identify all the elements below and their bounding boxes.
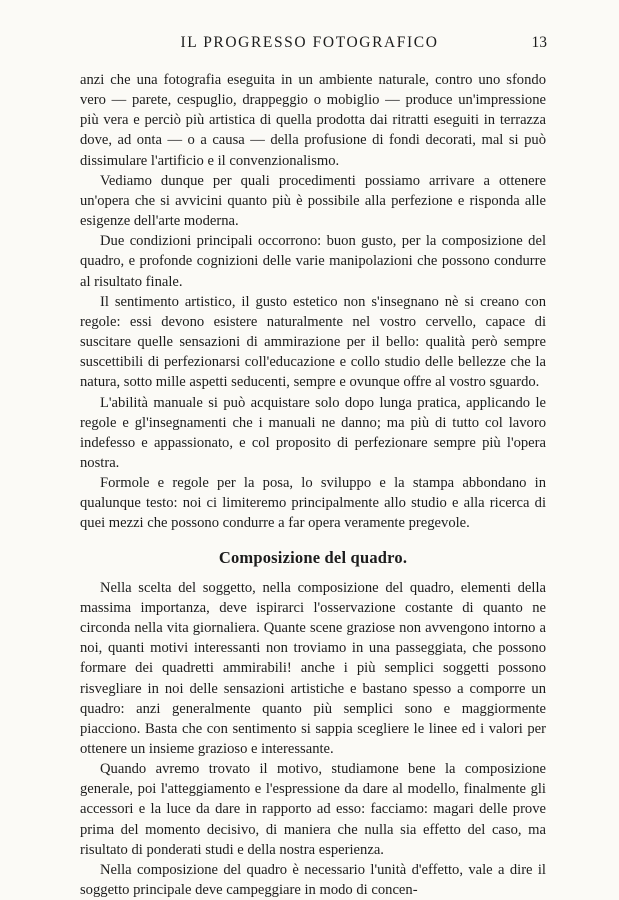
paragraph-continued: anzi che una fotografia eseguita in un ambiente naturale, contro uno sfondo vero — parete, cespuglio, drappeggio o mobiglio — produce un'impressione più vera e perciò più artistica di quella prodotta dai ritratti eseguiti in terrazza dove, ad onta — o a causa — della profusione di fondi decorati, mal si può dissimulare l'artificio e il convenzionalismo. [80, 72, 546, 169]
paragraph: Due condizioni principali occorrono: buon gusto, per la composizione del quadro, e profonde cognizioni delle varie manipolazioni che possono condurre al risultato finale. [80, 233, 546, 290]
paragraph: Formole e regole per la posa, lo sviluppo e la stampa abbondano in qualunque testo: noi ci limiteremo principalmente allo studio e alla ricerca di quei mezzi che possono condurre a far opera veramente pregevole. [80, 475, 546, 532]
paragraph: Quando avremo trovato il motivo, studiamone bene la composizione generale, poi l'atteggiamento e l'espressione da dare al modello, finalmente gli accessori e la luce da dare in rapporto ad esso: facciamo: magari delle prove prima del momento decisivo, di maniera che nulla sia effetto del caso, ma risultato di ponderati studi e della nostra esperienza. [80, 761, 546, 858]
paragraph: Nella scelta del soggetto, nella composizione del quadro, elementi della massima importanza, deve ispirarci l'osservazione costante di quanto ne circonda nella vita giornaliera. Quante scene graziose non avvengono intorno a noi, quanti motivi interessanti non troviamo in una passeggiata, che possono formare dei quadretti ammirabili! anche i più semplici soggetti possono risvegliare in noi delle sensazioni artistiche e bastano spesso a comporre un quadro: anzi generalmente quanto più semplici sono e maggiormente piacciono. Basta che con sentimento si sappia scegliere le linee ed i valori per ottenere un insieme grazioso e interessante. [80, 579, 546, 757]
running-title: IL PROGRESSO FOTOGRAFICO [180, 34, 439, 51]
page-number: 13 [531, 34, 547, 51]
paragraph: Il sentimento artistico, il gusto estetico non s'insegnano nè si creano con regole: essi devono esistere naturalmente nel vostro cervello, capace di suscitare quelle sensazioni di ammirazione per il bello: qualità però sempre suscettibili di perfezionarsi coll'educazione e collo studio delle bellezze che la natura, sotto mille aspetti seducenti, sempre e ovunque offre al vostro sguardo. [80, 293, 546, 391]
page-body [80, 70, 546, 900]
paragraph: L'abilità manuale si può acquistare solo dopo lunga pratica, applicando le regole e gl'insegnamenti che i manuali ne danno; ma più di tutto col lavoro indefesso e appassionato, e col proposito di perfezionare sempre più l'opera nostra. [80, 394, 546, 471]
section-heading: Composizione del quadro. [218, 547, 408, 567]
page-header [0, 34, 619, 54]
paragraph: Nella composizione del quadro è necessario l'unità d'effetto, vale a dire il soggetto principale deve campeggiare in modo di concen- [80, 861, 546, 899]
paragraph: Vediamo dunque per quali procedimenti possiamo arrivare a ottenere un'opera che si avvicini quanto più è possibile alla perfezione e risponda alle esigenze dell'arte moderna. [80, 172, 546, 230]
